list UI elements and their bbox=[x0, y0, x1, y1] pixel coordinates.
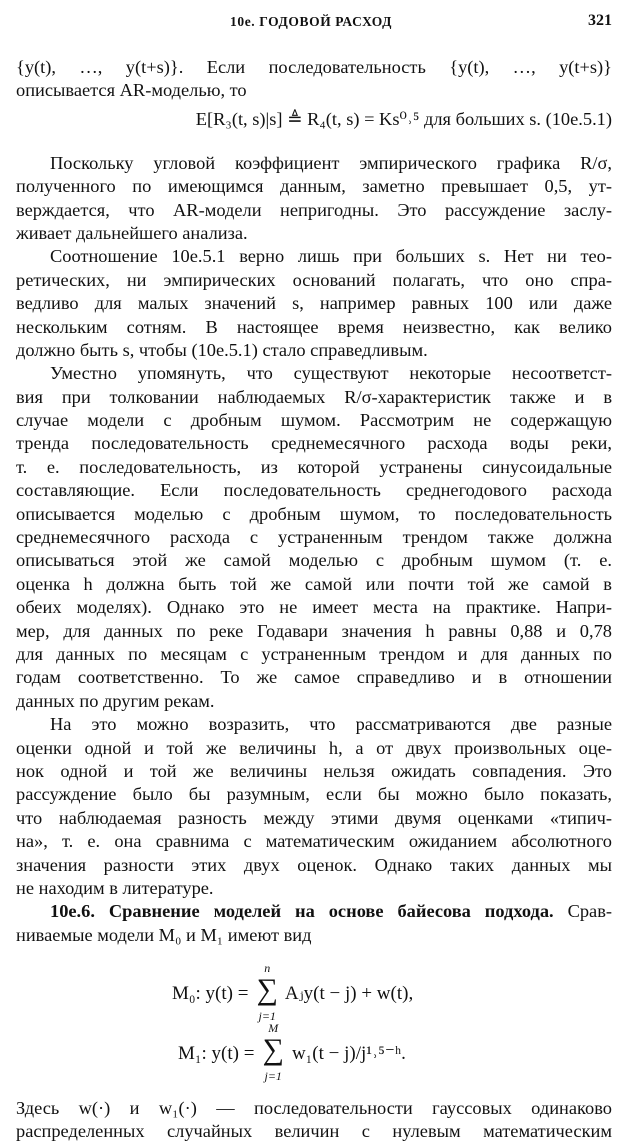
running-head: 10е. ГОДОВОЙ РАСХОД bbox=[230, 14, 393, 29]
sum-lower-limit: j=1 bbox=[258, 1009, 276, 1024]
text-line: описывается моделью с дробным шумом, то последовательность bbox=[16, 503, 612, 524]
text-line: случае модели с дробным шумом. Рассмотрим не содержащую bbox=[16, 410, 612, 431]
text-line: распределенных случайных величин с нулевым математическим bbox=[16, 1121, 612, 1142]
body-text bbox=[16, 56, 612, 1144]
text-line: рассуждение было бы разумным, если бы можно было показать, bbox=[16, 784, 612, 805]
sigma-symbol: ∑ bbox=[262, 1033, 284, 1067]
equations-block bbox=[16, 947, 612, 1084]
text-line: мер, для данных по реке Годавари значения h равны 0,88 и 0,78 bbox=[16, 620, 612, 641]
text-line: На это можно возразить, что рассматриваются две разные bbox=[50, 714, 612, 735]
text-line: должно быть s, чтобы (10е.5.1) стало справедливым. bbox=[16, 339, 428, 360]
text-line: данных по другим рекам. bbox=[16, 690, 215, 711]
text-line: Здесь w(·) и w₁(·) — последовательности гауссовых одинаково bbox=[16, 1098, 612, 1119]
equation-m1 bbox=[178, 1021, 406, 1084]
text-line: ниваемые модели M₀ и M₁ имеют вид bbox=[16, 924, 312, 945]
text-line: значения разности этих двух оценок. Однако таких данных мы bbox=[16, 854, 612, 875]
text-line: верждается, что AR-модели непригодны. Это рассуждение заслу- bbox=[16, 199, 612, 220]
sum-operator bbox=[253, 961, 281, 1024]
text-line: полученного по имеющимся данным, заметно превышает 0,5, ут- bbox=[16, 176, 612, 197]
paragraph bbox=[16, 1097, 612, 1144]
text-line: среднемесячного расхода с устраненным трендом также должна bbox=[16, 527, 612, 548]
sum-upper-limit: M bbox=[268, 1021, 279, 1036]
text-line: т. е. последовательность, из которой устранены синусоидальные bbox=[16, 456, 612, 477]
page-number: 321 bbox=[588, 12, 612, 29]
sigma-symbol: ∑ bbox=[256, 973, 278, 1007]
paragraph bbox=[16, 362, 612, 713]
equation-rhs: w₁(t − j)/j¹˒⁵⁻ʰ. bbox=[291, 1043, 406, 1065]
text-line: ретических, ни эмпирических оснований полагать, что оно спра- bbox=[16, 269, 612, 290]
text-line: живает дальнейшего анализа. bbox=[16, 222, 248, 243]
sum-operator bbox=[259, 1021, 287, 1084]
text-line: оценка h должна быть той же самой или почти той же самой в bbox=[16, 573, 612, 594]
text-line: ведливо для малых значений s, например равных 100 или даже bbox=[16, 293, 612, 314]
text-line: Соотношение 10е.5.1 верно лишь при больших s. Нет ни тео- bbox=[50, 246, 612, 267]
text-line: описываться этой же самой моделью с дробным шумом (т. е. bbox=[16, 550, 612, 571]
text-line: не находим в литературе. bbox=[16, 877, 214, 898]
equation-lhs: M₀: y(t) = bbox=[172, 983, 249, 1005]
paragraph bbox=[16, 245, 612, 362]
text-line: что наблюдаемая разность между этими двумя оценками «типич- bbox=[16, 807, 612, 828]
text-line: оценки одной и той же величины h, а от двух произвольных оце- bbox=[16, 737, 612, 758]
text-line: вия при толковании наблюдаемых R/σ-характеристик также и в bbox=[16, 386, 612, 407]
sum-lower-limit: j=1 bbox=[264, 1069, 282, 1084]
text-line: описывается AR-моделью, то bbox=[16, 80, 247, 101]
text-line: тренда последовательность среднемесячного расхода воды реки, bbox=[16, 433, 612, 454]
paragraph bbox=[16, 152, 612, 246]
text-line: нескольким сотням. В настоящее время неизвестно, как велико bbox=[16, 316, 612, 337]
text-line: для данных по месяцам с устраненным трендом и для данных по bbox=[16, 643, 612, 664]
equation-m0 bbox=[172, 961, 414, 1024]
text-line: на», т. е. она сравнима с математическим ожиданием абсолютного bbox=[16, 831, 612, 852]
text-line bbox=[16, 900, 612, 923]
equation-rhs: Aⱼy(t − j) + w(t), bbox=[284, 983, 414, 1005]
equation-lhs: M₁: y(t) = bbox=[178, 1043, 255, 1065]
text-line: составляющие. Если последовательность среднегодового расхода bbox=[16, 480, 612, 501]
section-10e-6 bbox=[16, 900, 612, 947]
formula-10e-5-1: E[R₃(t, s)|s] ≜ R₄(t, s) = Ks⁰˒⁵ для больших s. (10е.5.1) bbox=[195, 108, 612, 129]
text-line: годам соответственно. То же самое справедливо и в отношении bbox=[16, 667, 612, 688]
text-line: {y(t), …, y(t+s)}. Если последовательность {y(t), …, y(t+s)} bbox=[16, 57, 612, 77]
text-line: Поскольку угловой коэффициент эмпирического графика R/σ, bbox=[50, 152, 612, 173]
text-line: Уместно упомянуть, что существуют некоторые несоответст- bbox=[50, 363, 612, 384]
text-line: обеих моделях). Однако это не имеет места на практике. Напри- bbox=[16, 597, 612, 618]
paragraph bbox=[16, 713, 612, 900]
text-line: нок одной и той же величины нельзя ожидать совпадения. Это bbox=[16, 760, 612, 781]
section-text: Срав- bbox=[553, 901, 612, 922]
section-heading: 10е.6. Сравнение моделей на основе байесова подхода. bbox=[50, 901, 554, 922]
page-header bbox=[0, 10, 628, 34]
sum-upper-limit: n bbox=[264, 961, 271, 976]
